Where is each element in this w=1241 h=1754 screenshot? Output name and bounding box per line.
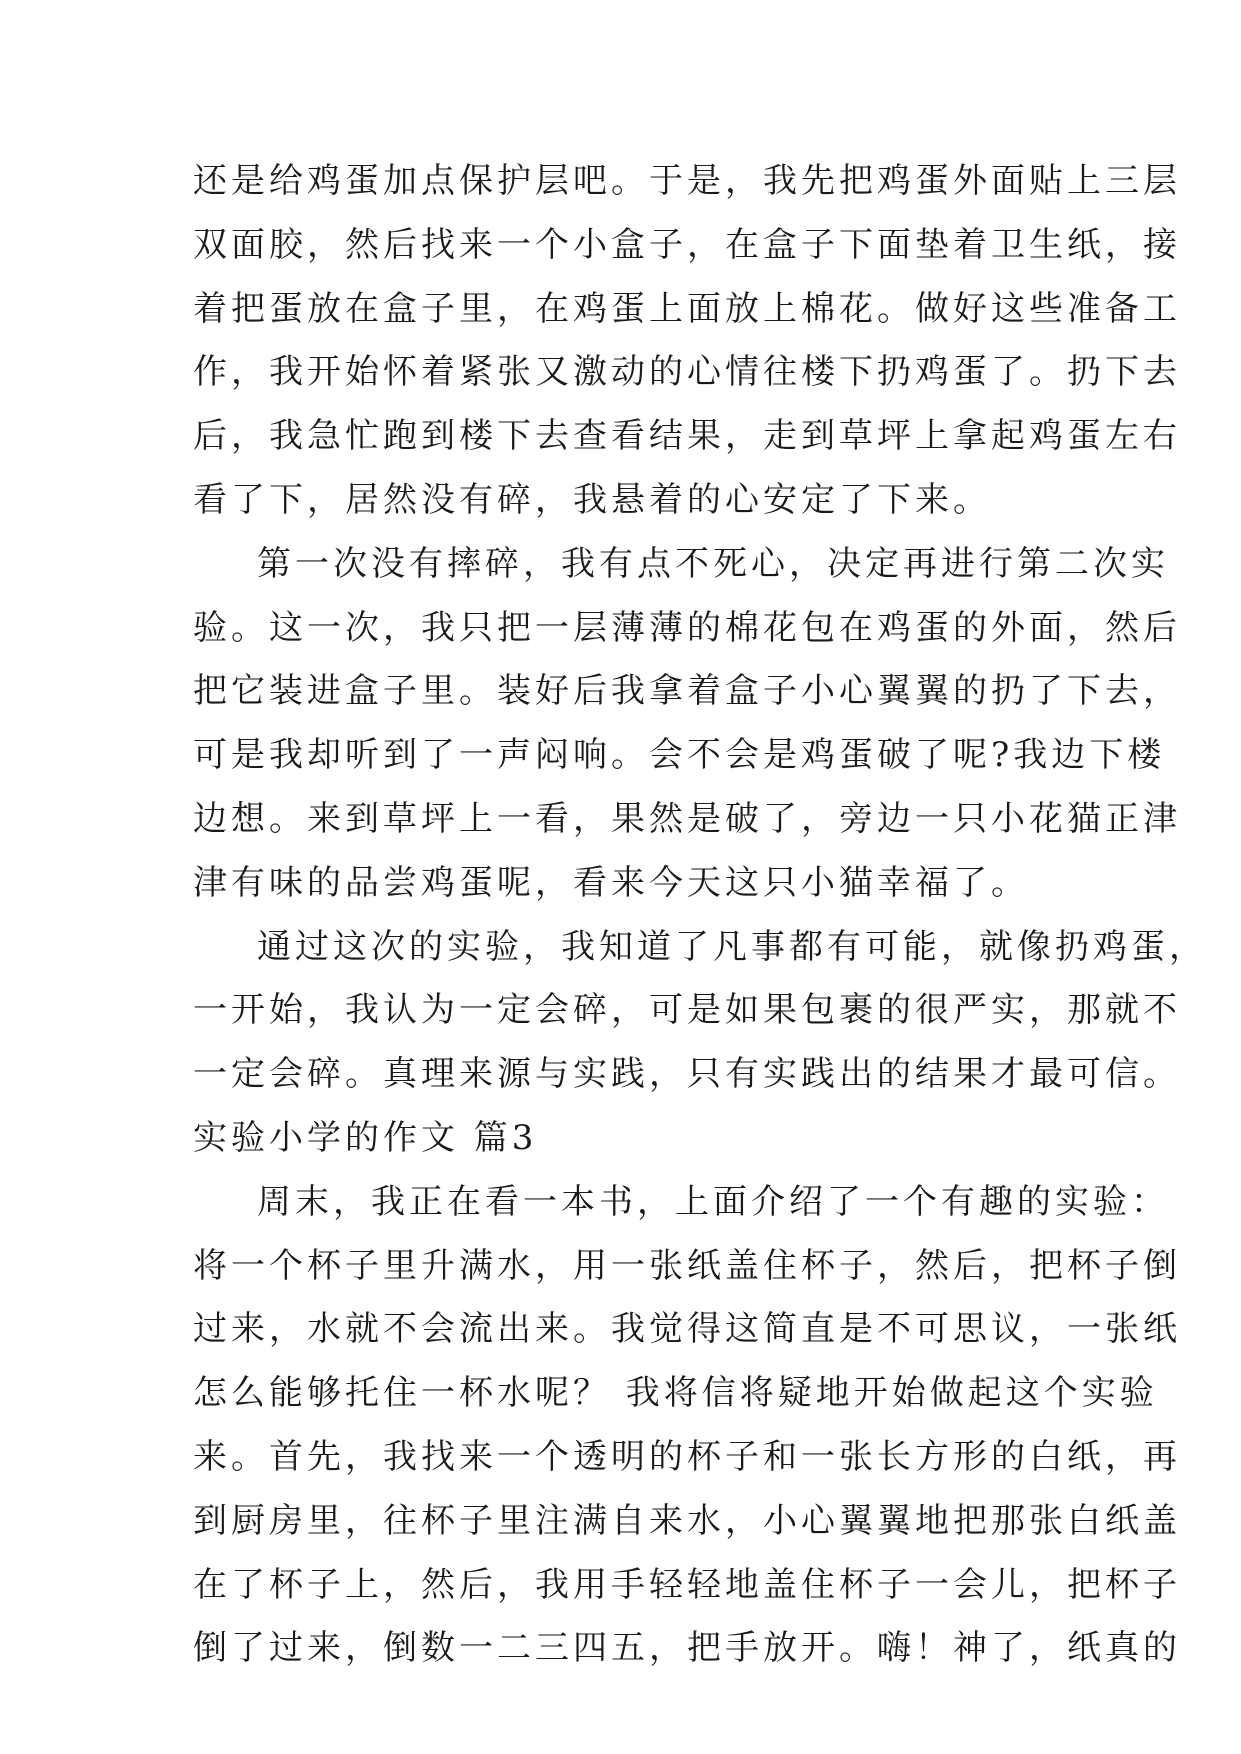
text-line: 看了下，居然没有碎，我悬着的心安定了下来。 xyxy=(193,479,991,520)
text-line: 怎么能够托住一杯水呢？ 我将信将疑地开始做起这个实验 xyxy=(193,1373,1158,1414)
text-line: 验。这一次，我只把一层薄薄的棉花包在鸡蛋的外面，然后 xyxy=(193,607,1181,648)
text-line: 作，我开始怀着紧张又激动的心情往楼下扔鸡蛋了。扔下去 xyxy=(193,352,1181,393)
paragraph-1 xyxy=(193,150,1181,533)
text-line: 着把蛋放在盒子里，在鸡蛋上面放上棉花。做好这些准备工 xyxy=(193,288,1181,329)
text-line: 倒了过来，倒数一二三四五，把手放开。嗨！神了，纸真的 xyxy=(193,1628,1181,1669)
text-line: 周末，我正在看一本书，上面介绍了一个有趣的实验： xyxy=(257,1181,1169,1222)
text-line: 通过这次的实验，我知道了凡事都有可能，就像扔鸡蛋， xyxy=(257,926,1207,967)
paragraph-2 xyxy=(193,533,1181,916)
text-line: 还是给鸡蛋加点保护层吧。于是，我先把鸡蛋外面贴上三层 xyxy=(193,161,1181,201)
section-heading-text: 实验小学的作文 篇3 xyxy=(193,1117,538,1158)
text-line: 双面胶，然后找来一个小盒子，在盒子下面垫着卫生纸，接 xyxy=(193,224,1181,265)
document-page xyxy=(193,150,1207,1681)
paragraph-3 xyxy=(193,916,1207,1107)
text-line: 来。首先，我找来一个透明的杯子和一张长方形的白纸，再 xyxy=(193,1436,1181,1477)
text-line: 第一次没有摔碎，我有点不死心，决定再进行第二次实 xyxy=(257,543,1169,584)
text-line: 过来，水就不会流出来。我觉得这简直是不可思议，一张纸 xyxy=(193,1309,1181,1350)
text-line: 将一个杯子里升满水，用一张纸盖住杯子，然后，把杯子倒 xyxy=(193,1245,1181,1286)
text-line: 一定会碎。真理来源与实践，只有实践出的结果才最可信。 xyxy=(193,1054,1181,1095)
paragraph-4 xyxy=(193,1171,1181,1681)
text-line: 后，我急忙跑到楼下去查看结果，走到草坪上拿起鸡蛋左右 xyxy=(193,416,1181,457)
text-line: 边想。来到草坪上一看，果然是破了，旁边一只小花猫正津 xyxy=(193,798,1181,839)
text-line: 在了杯子上，然后，我用手轻轻地盖住杯子一会儿，把杯子 xyxy=(193,1564,1181,1605)
text-line: 把它装进盒子里。装好后我拿着盒子小心翼翼的扔了下去， xyxy=(193,671,1181,712)
text-line: 津有味的品尝鸡蛋呢，看来今天这只小猫幸福了。 xyxy=(193,862,1029,903)
section-heading xyxy=(193,1107,1063,1171)
text-line: 可是我却听到了一声闷响。会不会是鸡蛋破了呢?我边下楼 xyxy=(193,735,1166,776)
text-line: 一开始，我认为一定会碎，可是如果包裹的很严实，那就不 xyxy=(193,990,1181,1031)
text-line: 到厨房里，往杯子里注满自来水，小心翼翼地把那张白纸盖 xyxy=(193,1500,1181,1541)
